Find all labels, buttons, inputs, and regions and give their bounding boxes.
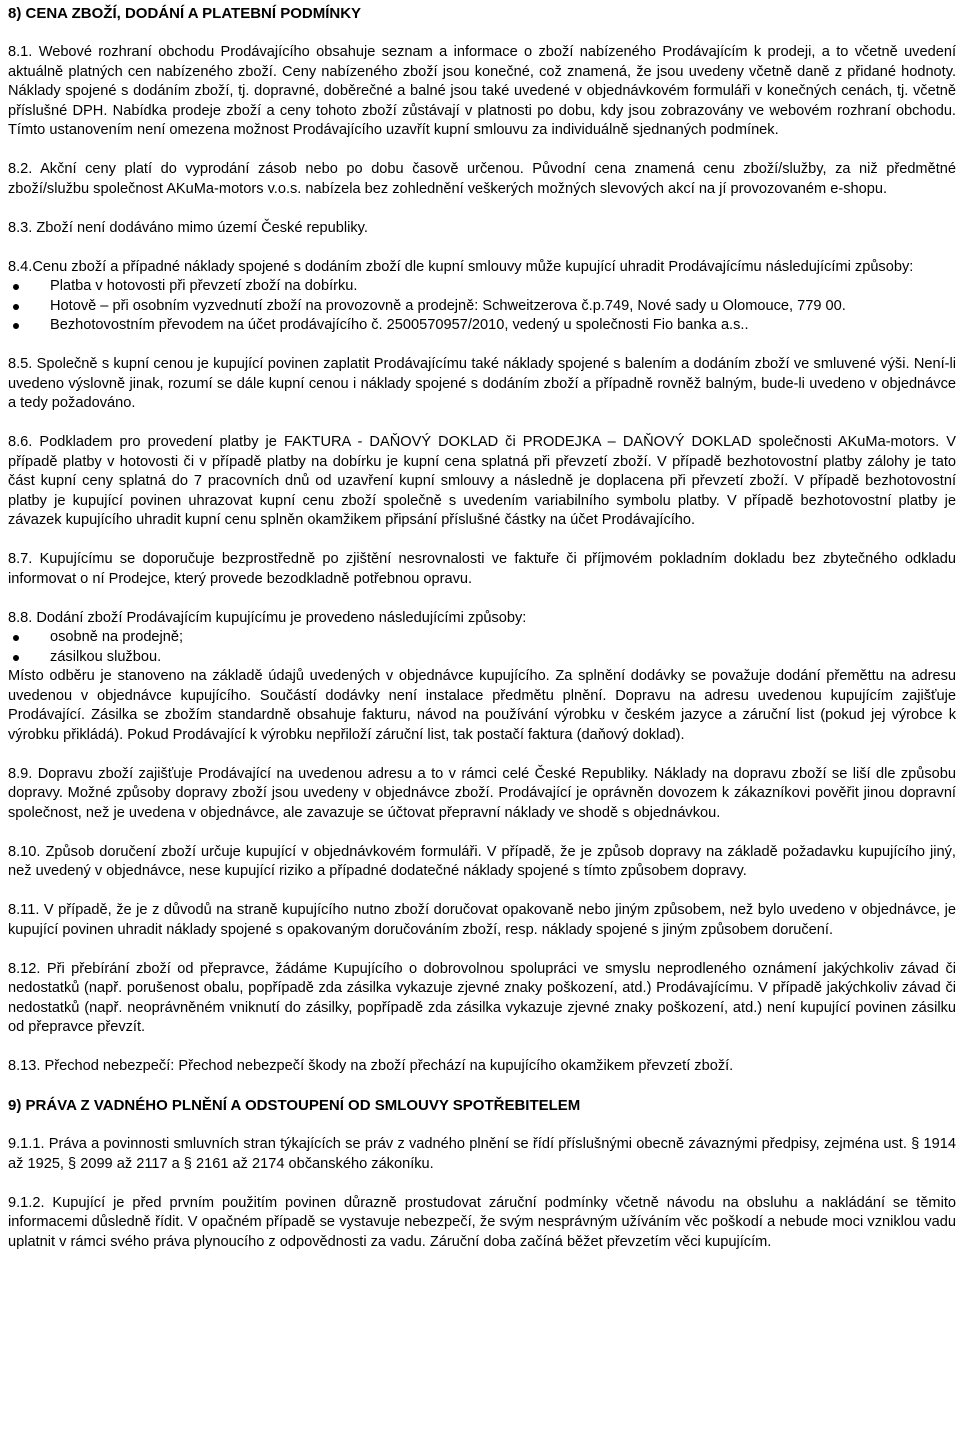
section-9-heading: 9) PRÁVA Z VADNÉHO PLNĚNÍ A ODSTOUPENÍ OD SMLOUVY SPOTŘEBITELEM (8, 1097, 581, 1114)
spacer (8, 24, 956, 44)
paragraph-8-2: 8.2. Akční ceny platí do vyprodání zásob nebo po dobu časově určenou. Původní cena znamená cenu zboží/služby, za niž předmětné zboží/službu společnost AKuMa-motors v.o.s. nabízela bez zohlednění veškerých možných slevových akcí na jí provozovaném e-shopu. (8, 161, 956, 197)
list-item-text: Platba v hotovosti při převzetí zboží na dobírku. (50, 278, 358, 294)
paragraph-8-9: 8.9. Dopravu zboží zajišťuje Prodávající na uvedenou adresu a to v rámci celé České Republiky. Náklady na dopravu zboží se liší dle způsobu dopravy. Možné způsoby dopravy zboží jsou uvedeny v objednávce zboží. Prodávající je oprávněn dovozem k zákazníkovi pověřit jinou dopravní společnost, než je uvedena v objednávce, ale zavazuje se účtovat přepravní náklady ve shodě s objednávkou. (8, 765, 956, 821)
spacer (8, 1038, 956, 1058)
spacer (8, 823, 956, 843)
list-item (8, 297, 956, 317)
paragraph-8-8: 8.8. Dodání zboží Prodávajícím kupujícímu je provedeno následujícími způsoby: (8, 609, 527, 626)
list-item-text: Hotově – při osobním vyzvednutí zboží na provozovně a prodejně: Schweitzerova č.p.749, Nové sady u Olomouce, 779 00. (50, 297, 846, 314)
list-item (8, 648, 956, 668)
paragraph-8-7: 8.7. Kupujícímu se doporučuje bezprostředně po zjištění nesrovnalosti ve faktuře či příjmovém pokladním dokladu bez zbytečného odkladu informovat o ní Prodejce, který provede bezodkladně potřebnou opravu. (8, 551, 956, 587)
paragraph-8-12: 8.12. Při přebírání zboží od přepravce, žádáme Kupujícího o dobrovolnou spolupráci ve smyslu neprodleného oznámení jakýchkoliv závad či nedostatků (např. porušenost obalu, popřípadě zda zásilka vykazuje zjevné znaky poškození, atd.) Prodávajícímu. V případě jakýchkoliv závad či nedostatků (např. neoprávněném vniknutí do zásilky, popřípadě zda zásilka vykazuje zjevné znaky poškození, atd.) není kupující povinen zásilku od přepravce převzít. (8, 960, 956, 1035)
spacer (8, 882, 956, 902)
paragraph-9-1-2: 9.1.2. Kupující je před prvním použitím povinen důrazně prostudovat záruční podmínky včetně návodu na obsluhu a nakládání se těmito informacemi důsledně řídit. V opačném případě se vystavuje nebezpečí, že svým nesprávným užíváním věc poškodí a nebude moci vzniklou vadu uplatnit v rámci svého práva plynoucího z odpovědnosti za vadu. Záruční doba začíná běžet převzetím věci kupujícím. (8, 1194, 956, 1250)
delivery-methods-list (8, 628, 956, 667)
spacer (8, 940, 956, 960)
list-item-text: Bezhotovostním převodem na účet prodávajícího č. 2500570957/2010, vedený u společnosti Fio banka a.s.. (50, 317, 749, 333)
document-page (8, 4, 956, 1252)
bullet-icon (13, 304, 19, 310)
paragraph-8-13: 8.13. Přechod nebezpečí: Přechod nebezpečí škody na zboží přechází na kupujícího okamžikem převzetí zboží. (8, 1058, 734, 1074)
payment-methods-list (8, 277, 956, 336)
paragraph-8-1: 8.1. Webové rozhraní obchodu Prodávajícího obsahuje seznam a informace o zboží nabízeného Prodávajícím k prodeji, a to včetně uvedení aktuálně platných cen nabízeného zboží. Ceny nabízeného zboží jsou konečné, což znamená, že jsou uvedeny včetně daně z přidané hodnoty. Náklady spojené s dodáním zboží, tj. dopravné, doběrečné a balné jsou také uvedené v objednávkovém formuláři v konečných cenách, tj. včetně příslušné DPH. Nabídka prodeje zboží a ceny tohoto zboží zůstávají v platnosti po dobu, kdy jsou zobrazovány ve webovém rozhraní obchodu. Tímto ustanovením není omezena možnost Prodávajícího uzavřít kupní smlouvu za individuálně sjednaných podmínek. (8, 44, 956, 138)
paragraph-9-1-1: 9.1.1. Práva a povinnosti smluvních stran týkajících se práv z vadného plnění se řídí příslušnými obecně závaznými předpisy, zejména ust. § 1914 až 1925, § 2099 až 2117 a § 2161 až 2174 občanského zákoníku. (8, 1136, 956, 1172)
bullet-icon (13, 284, 19, 290)
spacer (8, 745, 956, 765)
list-item (8, 316, 956, 336)
list-item (8, 628, 956, 648)
list-item (8, 277, 956, 297)
spacer (8, 1174, 956, 1194)
bullet-icon (13, 655, 19, 661)
paragraph-8-10: 8.10. Způsob doručení zboží určuje kupující v objednávkovém formuláři. V případě, že je způsob dopravy na základě požadavku kupujícího jiný, než uvedený v objednávce, nese kupující riziko a případné dodatečné náklady spojené s tímto způsobem dopravy. (8, 843, 956, 879)
spacer (8, 336, 956, 356)
spacer (8, 1077, 956, 1097)
paragraph-8-5: 8.5. Společně s kupní cenou je kupující povinen zaplatit Prodávajícímu také náklady spojené s balením a dodáním zboží ve smluvené výši. Není-li uvedeno výslovně jinak, rozumí se dále kupní cenou i náklady spojené s dodáním zboží a případně rovněž balným, bude-li uvedeno v objednávce a tedy požadováno. (8, 356, 956, 411)
bullet-icon (13, 635, 19, 641)
bullet-icon (13, 323, 19, 329)
list-item-text: zásilkou službou. (50, 648, 162, 665)
spacer (8, 1116, 956, 1136)
spacer (8, 141, 956, 161)
spacer (8, 414, 956, 434)
spacer (8, 199, 956, 219)
paragraph-8-6: 8.6. Podkladem pro provedení platby je FAKTURA - DAŇOVÝ DOKLAD či PRODEJKA – DAŇOVÝ DOKLAD společnosti AKuMa-motors. V případě platby v hotovosti či v případě platby na dobírku je kupní cena splatná při převzetí zboží. V případě bezhotovostní platby zálohy je tato část kupní ceny splatná do 7 pracovních dnů od uzavření kupní smlouvy a následně je doplacena při převzetí zboží. V případě bezhotovostní platby je kupující povinen uhrazovat kupní cenu zboží společně s uvedením variabilního symbolu platby. V případě bezhotovostní platby je závazek kupujícího uhradit kupní cenu splněn okamžikem připsání příslušné částky na účet Prodávajícího. (8, 434, 956, 528)
spacer (8, 531, 956, 551)
spacer (8, 238, 956, 258)
spacer (8, 589, 956, 609)
section-8-heading: 8) CENA ZBOŽÍ, DODÁNÍ A PLATEBNÍ PODMÍNKY (8, 5, 362, 22)
paragraph-8-11: 8.11. V případě, že je z důvodů na straně kupujícího nutno zboží doručovat opakovaně nebo jiným způsobem, než bylo uvedeno v objednávce, je kupující povinen uhradit náklady spojené s opakovaným doručováním zboží, resp. náklady spojené s jiným způsobem doručení. (8, 902, 956, 938)
paragraph-8-4: 8.4.Cenu zboží a případné náklady spojené s dodáním zboží dle kupní smlouvy může kupující uhradit Prodávajícímu následujícími způsoby: (8, 258, 914, 275)
paragraph-8-3: 8.3. Zboží není dodáváno mimo území České republiky. (8, 219, 368, 236)
list-item-text: osobně na prodejně; (50, 629, 184, 645)
paragraph-8-8-continued: Místo odběru je stanoveno na základě údajů uvedených v objednávce kupujícího. Za splnění dodávky se považuje dodání přeměttu na adresu uvedenou v objednávce kupujícího. Součástí dodávky není instalace předmětu plnění. Dopravu na adresu uvedenou kupujícím zajišťuje Prodávající. Zásilka se zbožím standardně obsahuje fakturu, návod na používání výrobku v českém jazyce a záruční list (pokud jej výrobce k výrobku přikládá). Pokud Prodávající k výrobku nepřiloží záruční list, tak postačí faktura (daňový doklad). (8, 668, 956, 743)
